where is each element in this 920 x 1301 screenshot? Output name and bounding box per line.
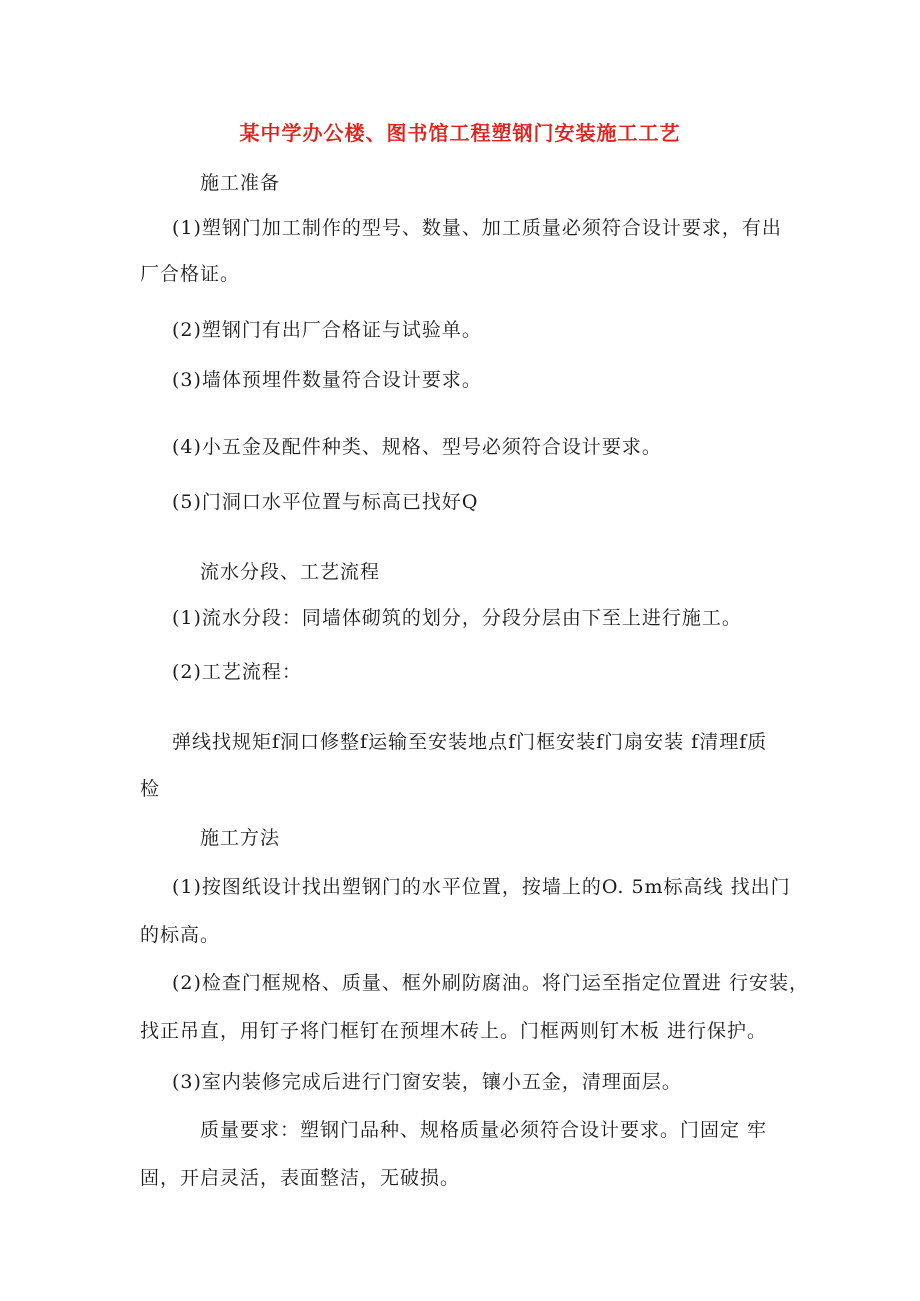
- flow-process-line2: 检: [140, 778, 161, 800]
- prep-item-2: (2)塑钢门有出厂合格证与试验单。: [172, 319, 482, 341]
- prep-item-1-tail: 有出: [741, 217, 782, 239]
- quality-line1: 质量要求：塑钢门品种、规格质量必须符合设计要求。门固定 牢: [200, 1119, 768, 1141]
- flow-item-1: (1)流水分段：同墙体砌筑的划分，分段分层由下至上进行施工。: [172, 607, 742, 629]
- flow-item-2: (2)工艺流程：: [172, 661, 302, 683]
- prep-item-1-text: (1)塑钢门加工制作的型号、数量、加工质量必须符合设计要求，: [172, 217, 742, 239]
- document-title: 某中学办公楼、图书馆工程塑钢门安装施工工艺: [239, 121, 681, 145]
- flow-process-line1: 弹线找规矩f洞口修整f运输至安装地点f门框安装f门扇安装 f清理f质: [172, 731, 768, 753]
- prep-item-3: (3)墙体预埋件数量符合设计要求。: [172, 369, 482, 391]
- method-item-1-line1: (1)按图纸设计找出塑钢门的水平位置，按墙上的O. 5m标高线 找出门: [172, 876, 791, 898]
- method-item-3: (3)室内装修完成后进行门窗安装，镶小五金，清理面层。: [172, 1071, 682, 1093]
- prep-item-1-line2: 厂合格证。: [140, 263, 241, 285]
- prep-item-1-line1: [172, 216, 780, 240]
- quality-line2: 固，开启灵活，表面整洁，无破损。: [140, 1167, 461, 1189]
- prep-item-5: (5)门洞口水平位置与标高已找好Q: [172, 491, 479, 513]
- prep-item-4: (4)小五金及配件种类、规格、型号必须符合设计要求。: [172, 436, 662, 458]
- method-item-1-line2: 的标高。: [140, 924, 221, 946]
- section-heading-flow: 流水分段、工艺流程: [200, 561, 381, 583]
- method-item-2-line1: (2)检查门框规格、质量、框外刷防腐油。将门运至指定位置进 行安装，: [172, 972, 809, 994]
- section-heading-preparation: 施工准备: [200, 172, 281, 194]
- method-item-2-line2: 找正吊直，用钉子将门框钉在预埋木砖上。门框两则钉木板 进行保护。: [140, 1020, 768, 1042]
- section-heading-method: 施工方法: [200, 827, 281, 849]
